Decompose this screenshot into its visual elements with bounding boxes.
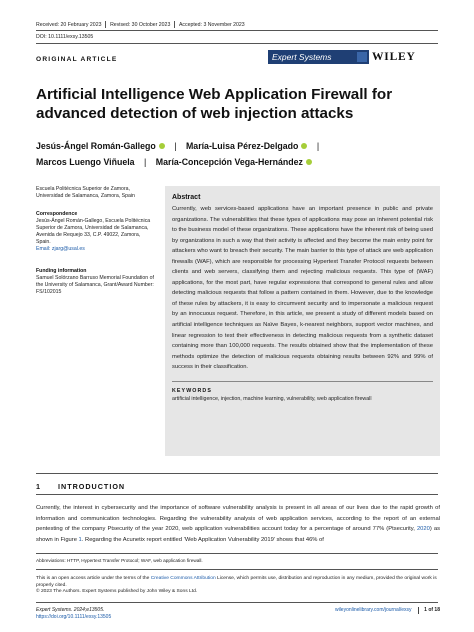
funding-text: Samuel Solórzano Barruso Memorial Foundation of the University of Salamanca, Grant/Award Number: FS/102015 bbox=[36, 275, 154, 296]
keywords-heading: KEYWORDS bbox=[172, 381, 433, 394]
license-text: This is an open access article under the terms of the bbox=[36, 576, 151, 581]
section-heading bbox=[36, 482, 125, 491]
author-separator: | bbox=[316, 141, 320, 151]
received-date: Received: 20 February 2023 bbox=[36, 21, 102, 28]
correspondence-block bbox=[36, 211, 154, 254]
abstract-text: Currently, web services-based applications have an important presence in public and private organizations. The vulnerabilities that these types of applications may pose an inherent potential risk to the business model of these organizations. These applications have the inherent risk of being used by organizations in such a way that their activity is affected and they become the main entry point for attackers who want to breach their security. The main barrier to this type of attack are web application firewalls (WAF), which are responsible for processing Hypertext Transfer Protocol requests between clients and web servers, classifying them and rejecting malicious requests. This type of (WAF) applications, for the most part, have regular expressions that correspond to general rules and allow detecting malicious requests that follow a pattern contained in them. However, due to the knowledge of these rules by attackers, it is easy to circumvent security and to impersonate a malicious request by an innocuous request. Therefore, in this article, we present a study of different models based on artificial intelligence techniques as Naïve Bayes, k-nearest neighbors, support vector machines, and linear regression to test their effectiveness in detecting malicious requests from a synthetic dataset containing more than 100,000 requests. The results obtained show that the implementation of these methods optimize the detection of malicious requests obtaining results between 92% and 99% of success in their classification. bbox=[172, 206, 433, 371]
footer-right bbox=[335, 607, 440, 614]
correspondence-heading: Correspondence bbox=[36, 211, 78, 217]
author-name[interactable]: María-Luisa Pérez-Delgado bbox=[185, 141, 299, 151]
license-link[interactable]: Creative Commons Attribution bbox=[150, 576, 216, 581]
header-rule bbox=[36, 30, 438, 31]
author-separator: | bbox=[144, 157, 147, 167]
correspondence-email[interactable]: Email: zjarg@usal.es bbox=[36, 246, 85, 253]
date-divider bbox=[174, 21, 175, 28]
citation-link[interactable]: 2020 bbox=[416, 526, 430, 533]
license-note bbox=[36, 576, 440, 596]
copyright-notice: © 2023 The Authors. Expert Systems published by John Wiley & Sons Ltd. bbox=[36, 589, 198, 595]
abstract-heading: Abstract bbox=[172, 194, 201, 201]
journal-banner bbox=[268, 50, 369, 64]
section-rule bbox=[36, 473, 438, 474]
orcid-icon[interactable] bbox=[306, 159, 312, 165]
doi-line[interactable]: DOI: 10.1111/exsy.13505 bbox=[36, 34, 94, 40]
figure-link[interactable]: 1 bbox=[78, 536, 82, 543]
article-title: Artificial Intelligence Web Application Firewall for advanced detection of web injection attacks bbox=[36, 86, 393, 122]
footnote-rule bbox=[36, 569, 438, 570]
journal-site-link[interactable]: wileyonlinelibrary.com/journal/exsy bbox=[334, 607, 412, 613]
section-title: INTRODUCTION bbox=[58, 482, 126, 491]
license-text: License, which permits use, distribution and reproduction in any medium, provided the original work is properly cited. bbox=[36, 576, 437, 588]
accepted-date: Accepted: 3 November 2023 bbox=[178, 21, 245, 28]
footer-rule bbox=[36, 602, 438, 603]
orcid-icon[interactable] bbox=[301, 143, 307, 149]
orcid-icon[interactable] bbox=[159, 143, 165, 149]
journal-citation: Expert Systems. 2024;e13505. bbox=[36, 607, 105, 613]
abbreviations-note: Abbreviations: HTTP, Hypertext Transfer Protocol; WAF, web application firewall. bbox=[36, 558, 203, 563]
journal-name: Expert Systems bbox=[272, 52, 332, 62]
journal-logo-icon bbox=[357, 52, 367, 62]
submission-dates bbox=[36, 21, 245, 28]
section-number: 1 bbox=[36, 482, 41, 491]
author-name[interactable]: Marcos Luengo Viñuela bbox=[36, 157, 135, 167]
footnote-rule bbox=[36, 553, 438, 554]
abstract-box bbox=[165, 186, 440, 456]
article-type: ORIGINAL ARTICLE bbox=[36, 56, 118, 63]
intro-text: . Regarding the Acunetix report entitled ‘Web Application Vulnerability 2019’ shows that 46% of bbox=[81, 536, 324, 543]
affiliation: Escuela Politécnica Superior de Zamora, Universidad de Salamanca, Zamora, Spain bbox=[36, 186, 135, 200]
intro-paragraph bbox=[36, 503, 440, 545]
revised-date: Revised: 30 October 2023 bbox=[110, 21, 171, 28]
keywords-list: artificial intelligence, injection, machine learning, vulnerability, web application firewall bbox=[172, 395, 372, 402]
footer-doi-link[interactable]: https://doi.org/10.1111/exsy.13505 bbox=[36, 614, 112, 620]
author-list bbox=[36, 138, 446, 170]
intro-text: ) as shown in Figure bbox=[36, 526, 440, 543]
page-number: 1 of 18 bbox=[424, 607, 440, 613]
date-divider bbox=[105, 21, 106, 28]
footer-divider bbox=[418, 607, 419, 614]
author-name[interactable]: María-Concepción Vega-Hernández bbox=[155, 157, 303, 167]
page-footer bbox=[36, 607, 440, 621]
publisher-logo: WILEY bbox=[372, 51, 416, 63]
intro-text: Currently, the interest in cybersecurity and the importance of software vulnerability analysis is present in all areas of our lives due to the rapid growth of information and communication technologies. Regarding the vulnerability analysis of web application services, according to the report of an external pentesting of the company Ptsecurity of the year 2020, web application vulnerabilities account today for a percentage of around 77% (Ptsecurity, bbox=[36, 505, 440, 533]
funding-heading: Funding information bbox=[36, 268, 87, 274]
author-separator: | bbox=[174, 141, 177, 151]
section-rule bbox=[36, 494, 438, 495]
header-rule bbox=[36, 43, 438, 44]
funding-block bbox=[36, 268, 154, 296]
author-name[interactable]: Jesús-Ángel Román-Gallego bbox=[36, 141, 156, 151]
correspondence-address: Jesús-Ángel Román-Gallego, Escuela Politécnica Superior de Zamora, Universidad de Salamanca, Avenida de Requejo 33, C.P. 49022, Zamora, Spain. bbox=[36, 218, 151, 246]
